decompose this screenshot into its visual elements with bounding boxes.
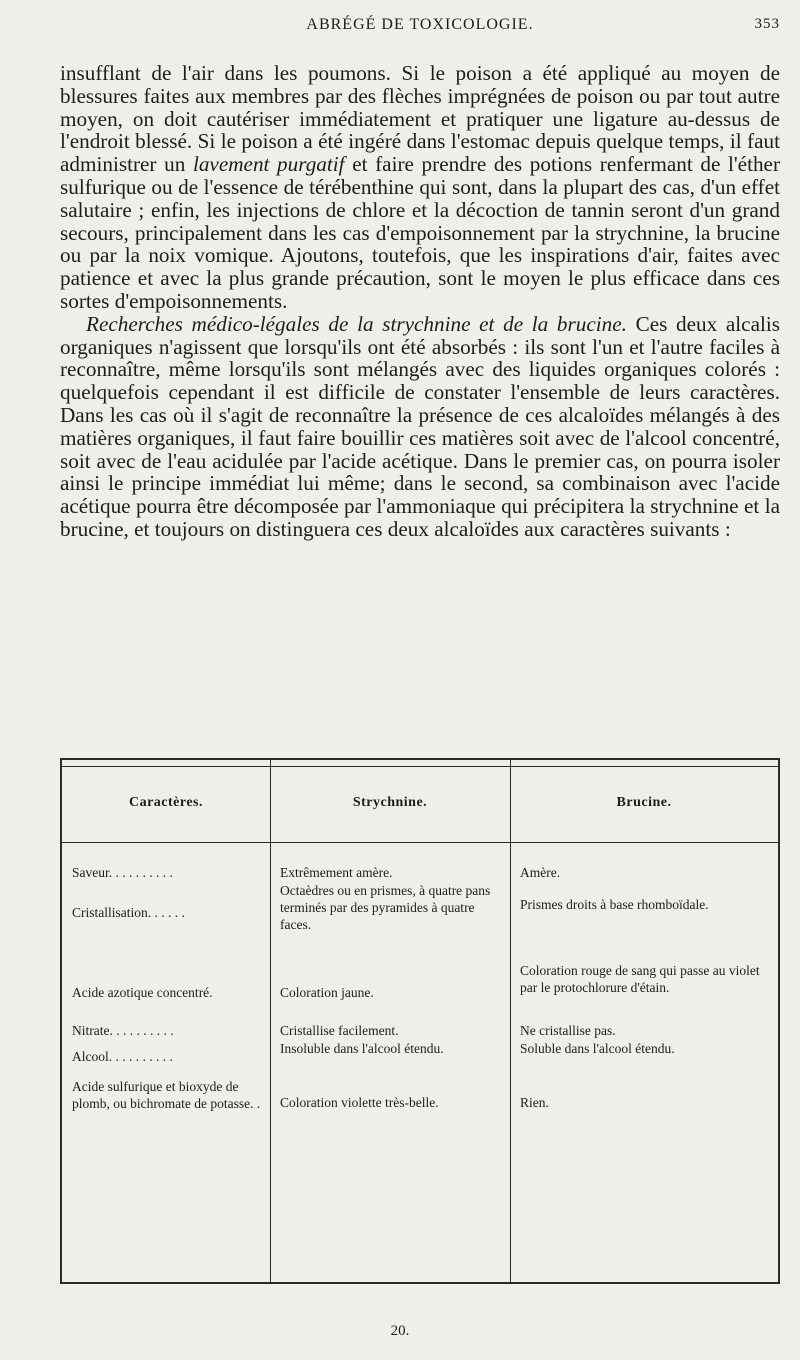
signature-mark: 20. (390, 1323, 410, 1339)
strychnine-saveur: Extrêmement amère. (280, 865, 393, 880)
header-caracteres: Caractères. (128, 795, 204, 810)
strychnine-alcool: Insoluble dans l'alcool étendu. (280, 1041, 444, 1056)
paragraph-1-text: insufflant de l'air dans les poumons. Si le poison a été appliqué au moyen de blessures faites aux membres par des flèches imprégnées de poison ou par tout autre moyen, on doit cautériser immédiatement et pratiquer une ligature au-dessus de l'endroit blessé. Si le poison a été ingéré dans l'estomac depuis quelque temps, il faut administrer un (60, 61, 780, 177)
brucine-saveur: Amère. (520, 865, 561, 880)
row-label-saveur: Saveur. . . . . . . . . . (72, 865, 173, 880)
brucine-alcool: Soluble dans l'alcool étendu. (520, 1041, 675, 1056)
running-header (60, 16, 780, 42)
row-label-acide-sulfurique: Acide sulfurique et bioxyde de plomb, ou bichromate de potasse. . (72, 1079, 261, 1111)
brucine-nitrate: Ne cristallise pas. (520, 1023, 616, 1038)
paragraph-1-end: et faire prendre des potions renfermant de l'éther sulfurique ou de l'essence de térébenthine qui sont, dans la plupart des cas, d'un effet salutaire ; enfin, les injections de chlore et la décoction de tannin seront d'un grand secours, principalement dans les cas d'empoisonnement par la strychnine, la brucine ou par la noix vomique. Ajoutons, toutefois, que les inspirations d'air, faites avec patience et avec la plus grande précaution, sont le moyen le plus efficace dans ces sortes d'empoisonnements. (60, 152, 781, 313)
paragraph-2-text: Ces deux alcalis organiques n'agissent que lorsqu'ils ont été absorbés : ils sont l'un et l'autre faciles à reconnaître, même lorsqu'ils sont mélangés avec des liquides organiques colorés : quelquefois cependant il est difficile de constater l'ensemble de leurs caractères. Dans les cas où il s'agit de reconnaître la présence de ces alcaloïdes mélangés à des matières organiques, il faut faire bouillir ces matières soit avec de l'alcool concentré, soit avec de l'eau acidulée par l'acide acétique. Dans le premier cas, on pourra isoler ainsi le principe immédiat lui même; dans le second, sa combinaison avec l'acide acétique pourra être décomposée par l'ammoniaque qui précipitera la strychnine et la brucine, et toujours on distinguera ces deux alcaloïdes aux caractères suivants : (60, 311, 780, 541)
section-heading: Recherches médico-légales de la strychnine et de la brucine. (86, 311, 627, 336)
brucine-acide-sulfurique: Rien. (520, 1095, 549, 1110)
header-rule (62, 842, 778, 843)
comparison-table (60, 758, 780, 1284)
strychnine-nitrate: Cristallise facilement. (280, 1023, 399, 1038)
row-label-cristallisation: Cristallisation. . . . . . (72, 905, 185, 920)
paragraph-1 (60, 62, 780, 313)
paragraph-1-italic: lavement purgatif (192, 152, 345, 177)
row-label-nitrate: Nitrate. . . . . . . . . . (72, 1023, 174, 1038)
column-divider-1 (270, 760, 271, 1282)
header-title: ABRÉGÉ DE TOXICOLOGIE. (306, 16, 534, 33)
strychnine-acide-azotique: Coloration jaune. (280, 985, 374, 1000)
body-text (60, 62, 780, 541)
brucine-cristallisation: Prismes droits à base rhomboïdale. (520, 897, 709, 912)
row-label-acide-azotique: Acide azotique concentré. (72, 985, 213, 1000)
table-top-rule (62, 766, 778, 767)
header-strychnine: Strychnine. (352, 795, 428, 810)
strychnine-acide-sulfurique: Coloration violette très-belle. (280, 1095, 439, 1110)
strychnine-cristallisation: Octaèdres ou en prismes, à quatre pans terminés par des pyramides à quatre faces. (280, 883, 491, 932)
header-brucine: Brucine. (616, 795, 672, 810)
column-divider-2 (510, 760, 511, 1282)
paragraph-2 (60, 313, 780, 541)
brucine-acide-azotique: Coloration rouge de sang qui passe au violet par le protochlorure d'étain. (520, 963, 760, 995)
page-number: 353 (754, 16, 780, 32)
row-label-alcool: Alcool. . . . . . . . . . (72, 1049, 173, 1064)
